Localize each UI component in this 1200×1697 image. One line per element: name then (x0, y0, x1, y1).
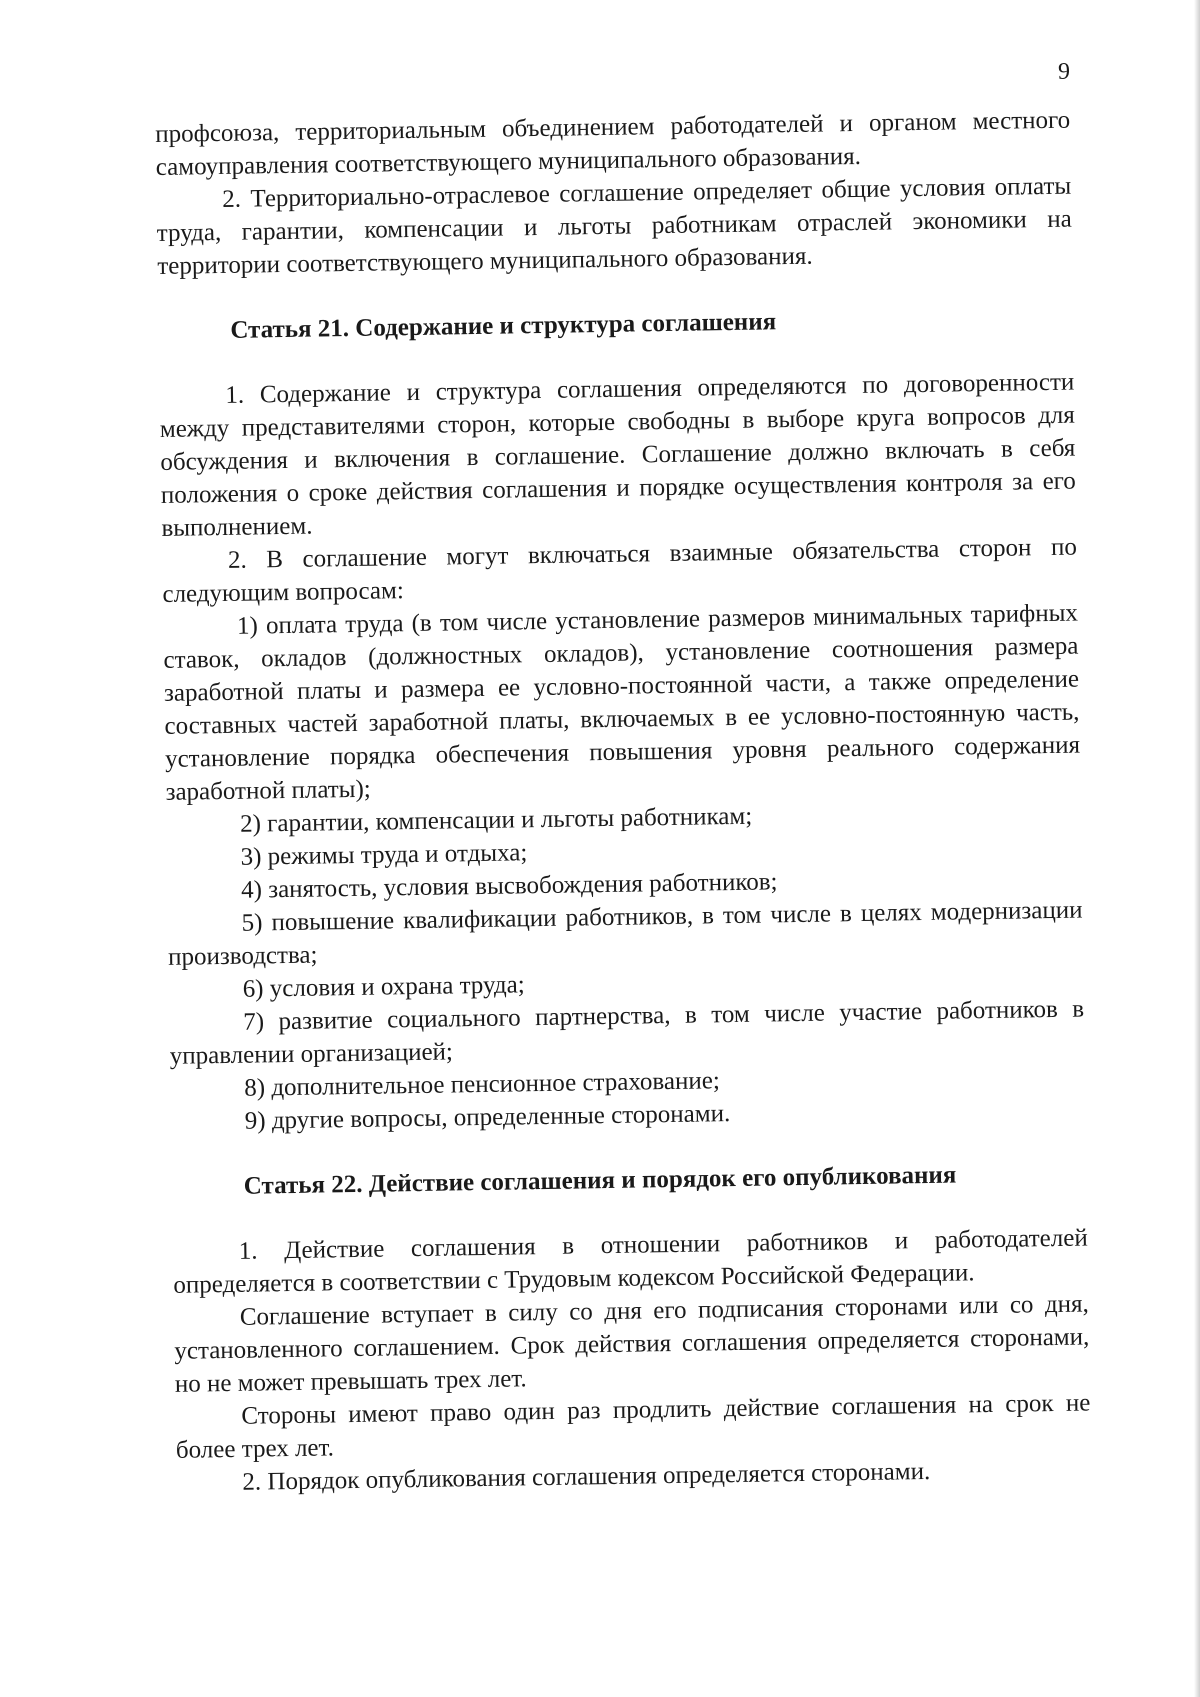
list-item: 6) условия и охрана труда; (242, 971, 525, 1003)
article-22-title: Статья 22. Действие соглашения и порядок его опубликования (243, 1161, 957, 1200)
list-item: 1) оплата труда (в том числе установление размеров минимальных тарифных ставок, окладов (должностных окладов), установление соотношения размера заработной платы и размера ее условно-постоянной части, а также определение составных частей заработной платы, включаемых в ее условно-постоянную часть, установление порядка обеспечения повышения уровня реального содержания заработной платы); (163, 599, 1081, 806)
paragraph: 1. Содержание и структура соглашения определяются по договоренности между представителями сторон, которые свободны в выборе круга вопросов для обсуждения и включения в соглашение. Соглашение должно включать в себя положения о сроке действия соглашения и порядке осуществления контроля за его выполнением. (159, 368, 1077, 542)
article-21-title: Статья 21. Содержание и структура соглашения (230, 308, 777, 344)
paragraph: 2. Территориально-отраслевое соглашение определяет общие условия оплаты труда, гарантии, компенсации и льготы работникам отраслей экономики на территории соответствующего муниципального образования. (156, 172, 1072, 280)
document-body (155, 104, 1092, 1500)
paragraph: Соглашение вступает в силу со дня его подписания сторонами или со дня, установленного соглашением. Срок действия соглашения определяется сторонами, но не может превышать трех лет. (174, 1290, 1090, 1398)
list-item: 2) гарантии, компенсации и льготы работникам; (239, 802, 753, 838)
list-item: 4) занятость, условия высвобождения работников; (240, 868, 778, 904)
list-item: 7) развитие социального партнерства, в том числе участие работников в управлении организацией; (169, 995, 1085, 1070)
paragraph: 2. В соглашение могут включаться взаимные обязательства сторон по следующим вопросам: (162, 533, 1078, 608)
paragraph: 1. Действие соглашения в отношении работников и работодателей определяется в соответствии с Трудовым кодексом Российской Федерации. (173, 1224, 1088, 1299)
list-item: 8) дополнительное пенсионное страхование; (244, 1067, 720, 1102)
page-number: 9 (1058, 59, 1070, 85)
paragraph-continuation: профсоюза, территориальным объединением работодателей и органом местного самоуправления соответствующего муниципального образования. (155, 106, 1071, 181)
list-item: 9) другие вопросы, определенные сторонами. (244, 1100, 731, 1135)
scan-edge-shadow (1194, 0, 1200, 1697)
paragraph: 2. Порядок опубликования соглашения определяется сторонами. (242, 1457, 931, 1496)
list-item: 5) повышение квалификации работников, в том числе в целях модернизации производства; (167, 896, 1083, 971)
paragraph: Стороны имеют право один раз продлить действие соглашения на срок не более трех лет. (175, 1389, 1091, 1464)
list-item: 3) режимы труда и отдыха; (240, 839, 528, 871)
